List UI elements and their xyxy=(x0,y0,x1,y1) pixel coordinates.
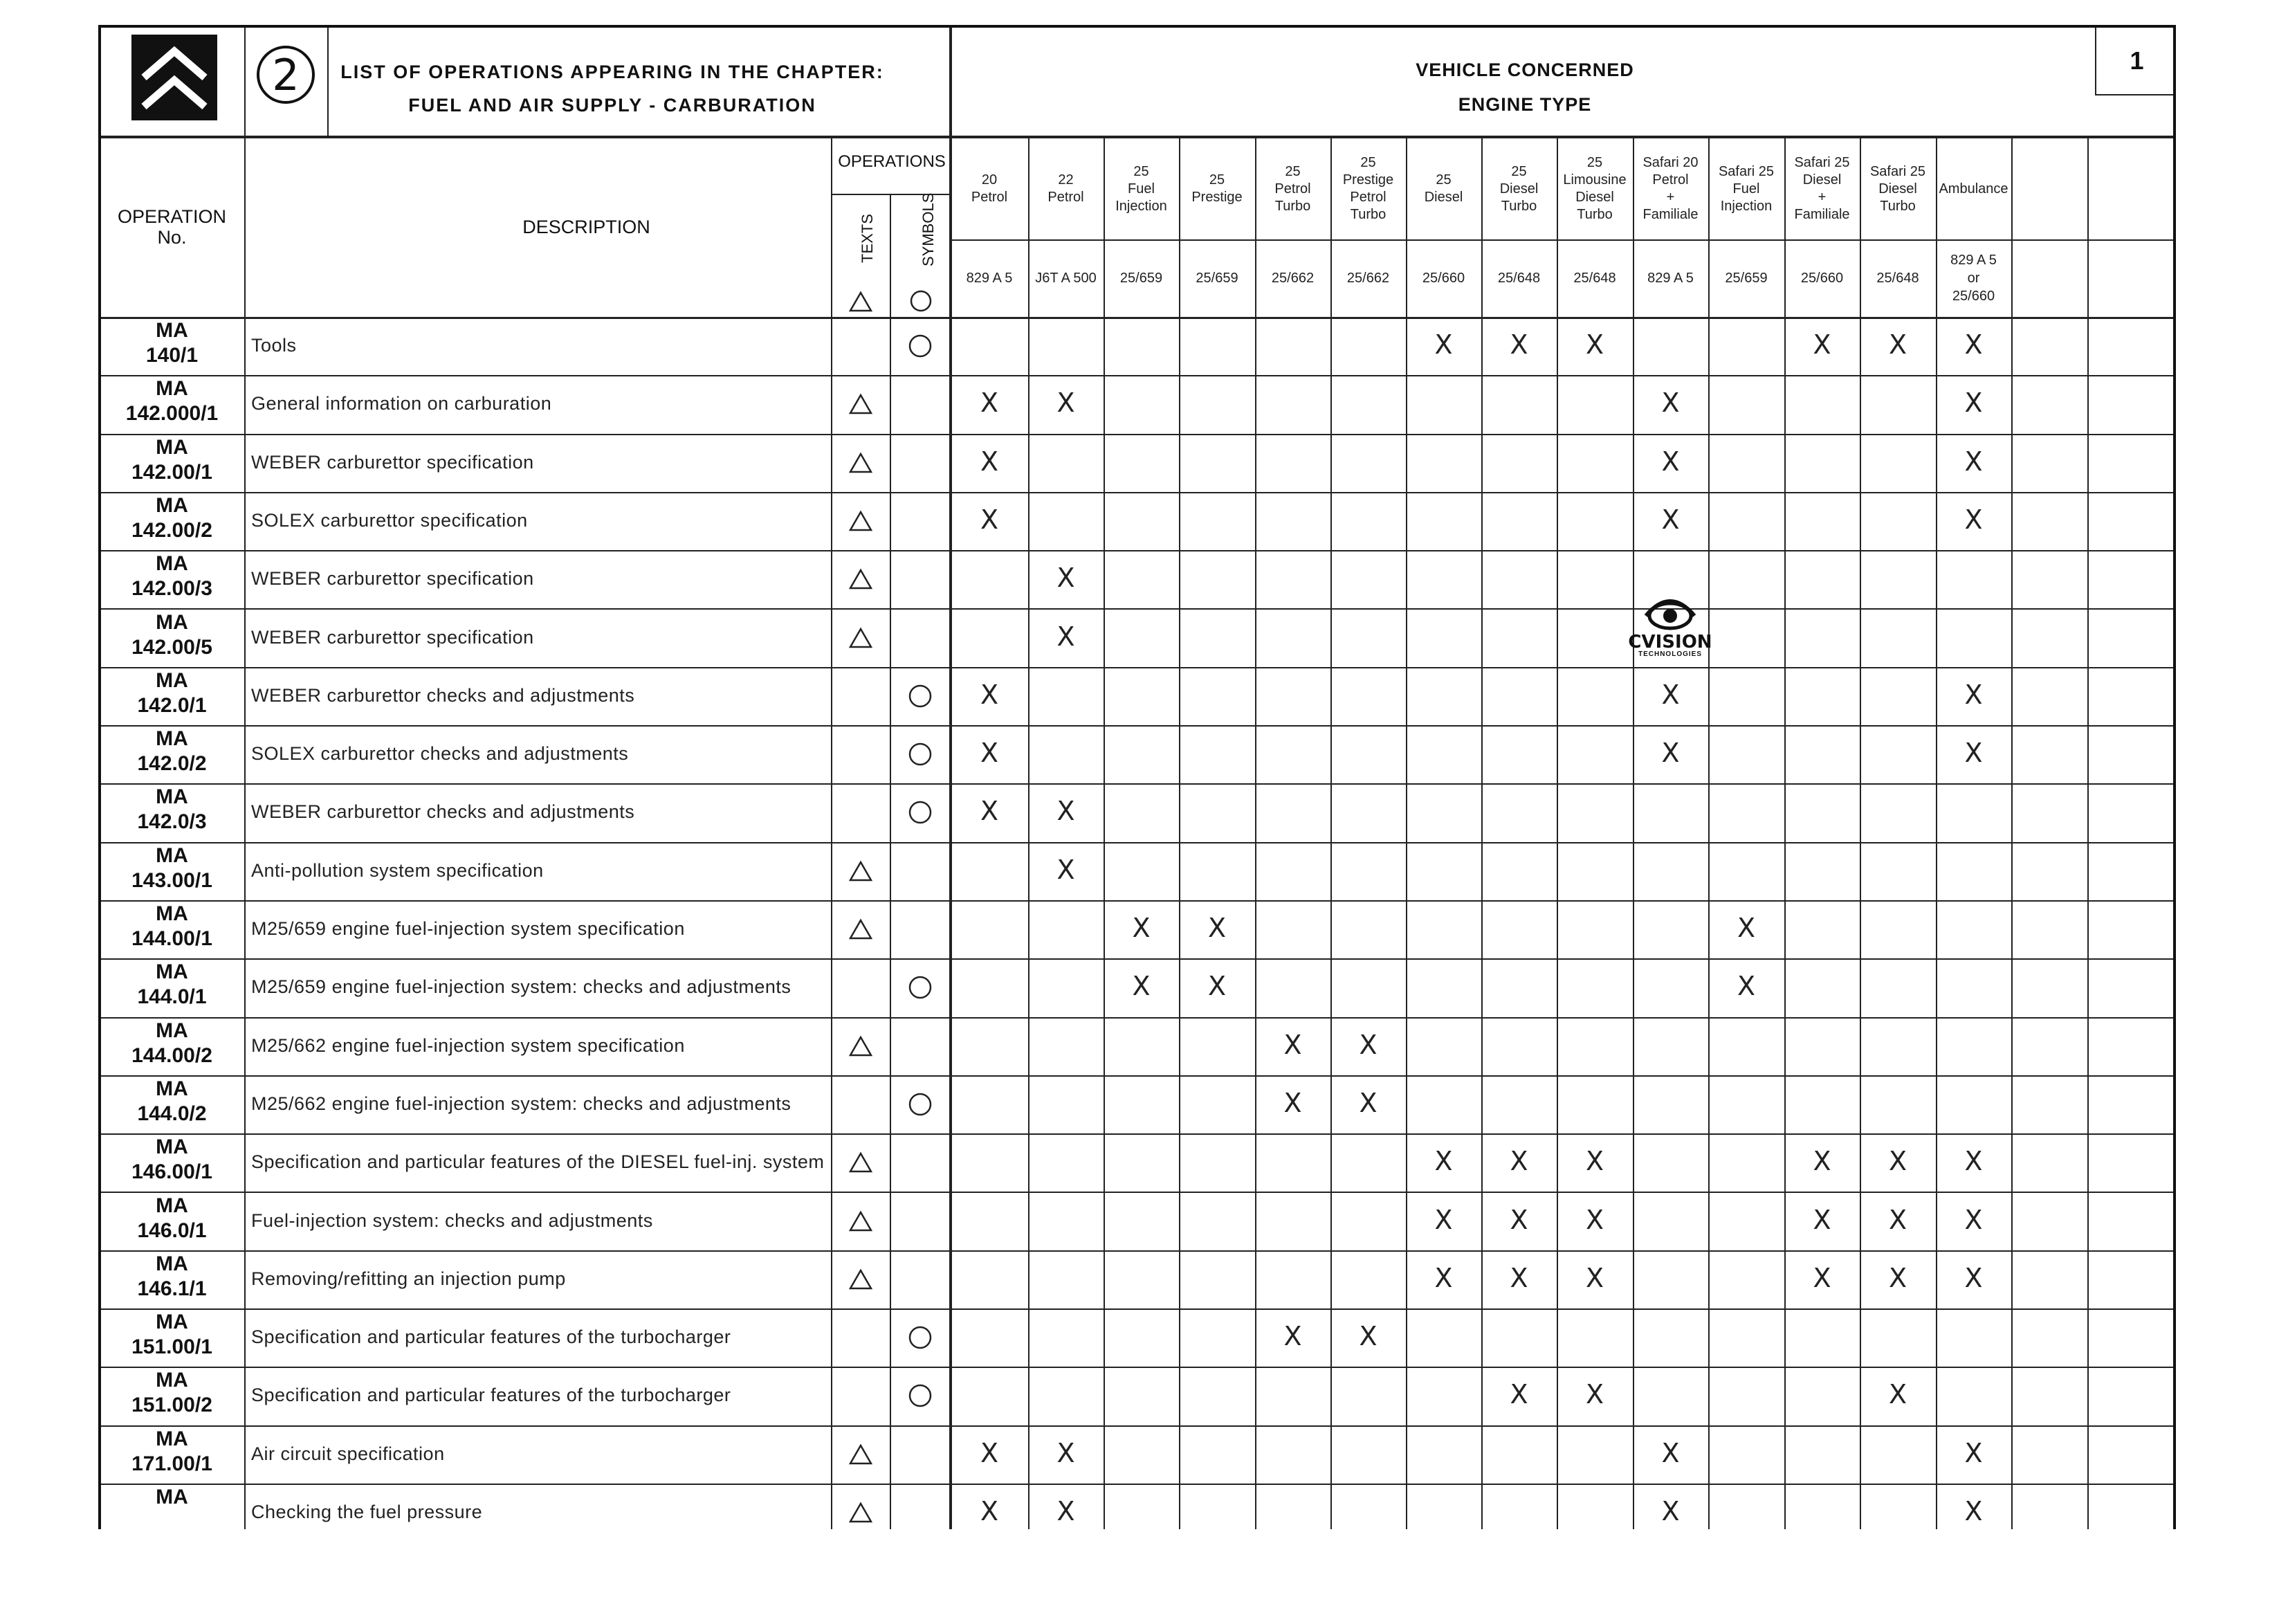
table-row xyxy=(101,1192,2176,1250)
engine-type: J6T A 500 xyxy=(1035,271,1097,286)
description-heading: DESCRIPTION xyxy=(522,216,650,237)
operation-code: 146.00/1 xyxy=(131,1160,212,1184)
operation-number xyxy=(101,376,243,426)
table-row xyxy=(101,1075,2176,1133)
applicability-mark: X xyxy=(1056,621,1075,652)
table-row xyxy=(101,317,2176,375)
vehicle-concerned-title: VEHICLE CONCERNED xyxy=(1416,60,1634,80)
applicability-mark: X xyxy=(1434,1262,1453,1293)
applicability-mark: X xyxy=(1056,387,1075,419)
applicability-mark: X xyxy=(1888,1379,1907,1410)
operation-number xyxy=(101,843,243,893)
operation-no-heading: OPERATION No. xyxy=(117,206,227,248)
operation-prefix: MA xyxy=(156,1135,188,1159)
operation-number xyxy=(101,435,243,485)
applicability-mark: X xyxy=(1737,913,1756,943)
symbols-heading: SYMBOLS xyxy=(919,192,937,266)
table-row xyxy=(101,842,2176,900)
operation-description: Specification and particular features of the turbocharger xyxy=(251,1326,731,1348)
applicability-mark: X xyxy=(1283,1087,1302,1118)
applicability-mark: X xyxy=(1888,329,1907,360)
texts-triangle-icon xyxy=(849,510,872,532)
operation-number xyxy=(101,960,243,1010)
operation-code: 142.0/3 xyxy=(137,810,207,834)
applicability-mark: X xyxy=(1359,1029,1378,1060)
operation-description: WEBER carburettor checks and adjustments xyxy=(251,684,635,706)
operation-description: SOLEX carburettor checks and adjustments xyxy=(251,743,629,765)
page-number-box xyxy=(2095,28,2176,95)
operation-number xyxy=(101,1194,243,1243)
texts-triangle-icon xyxy=(849,1210,872,1232)
applicability-mark: X xyxy=(1813,329,1831,360)
operation-prefix: MA xyxy=(156,727,188,751)
vehicle-name xyxy=(2087,138,2176,239)
eye-logo-icon xyxy=(1639,591,1701,634)
operation-description: M25/659 engine fuel-injection system specification xyxy=(251,918,685,939)
applicability-mark: X xyxy=(1585,1379,1604,1410)
texts-triangle-icon xyxy=(849,918,872,940)
operation-number xyxy=(101,1019,243,1068)
engine-type xyxy=(2087,239,2176,317)
chapter-number-badge xyxy=(257,46,315,104)
operation-description: WEBER carburettor specification xyxy=(251,568,534,590)
operation-description: Tools xyxy=(251,335,297,356)
operation-number xyxy=(101,727,243,776)
applicability-mark: X xyxy=(1056,1496,1075,1526)
applicability-mark: X xyxy=(980,1437,999,1468)
applicability-mark: X xyxy=(1585,1262,1604,1293)
symbols-circle-icon xyxy=(908,334,933,358)
table-row xyxy=(101,900,2176,958)
applicability-mark: X xyxy=(1434,329,1453,360)
operation-code: 142.00/3 xyxy=(131,577,212,601)
symbols-circle-icon xyxy=(908,684,933,709)
texts-triangle-icon xyxy=(849,627,872,649)
operations-heading-rule xyxy=(831,194,951,195)
engine-type-title: ENGINE TYPE xyxy=(1458,94,1592,115)
table-row xyxy=(101,1367,2176,1425)
applicability-mark: X xyxy=(1207,913,1227,943)
operation-code: 144.00/2 xyxy=(131,1043,212,1067)
texts-triangle-icon xyxy=(849,1443,872,1466)
operation-prefix: MA xyxy=(156,377,188,401)
engine-row-rule xyxy=(951,239,2176,241)
applicability-mark: X xyxy=(1283,1029,1302,1060)
operation-number xyxy=(101,1252,243,1302)
operation-number xyxy=(101,610,243,660)
operations-heading: OPERATIONS xyxy=(838,152,946,171)
watermark-line1: CVISION xyxy=(1628,632,1712,653)
vehicle-name: 25 Diesel xyxy=(1424,172,1463,205)
vehicle-name: 25 Limousine Diesel Turbo xyxy=(1563,155,1627,222)
texts-triangle-icon xyxy=(849,1151,872,1174)
operation-description: General information on carburation xyxy=(251,393,552,414)
operation-number xyxy=(101,1368,243,1418)
applicability-mark: X xyxy=(1359,1321,1378,1352)
operation-prefix: MA xyxy=(156,1427,188,1450)
operation-code: 140/1 xyxy=(145,344,199,367)
applicability-mark: X xyxy=(1661,387,1680,419)
engine-type: 25/648 xyxy=(1497,271,1541,286)
operation-prefix: MA xyxy=(156,610,188,634)
operation-number xyxy=(101,1135,243,1185)
engine-type: 25/662 xyxy=(1271,271,1315,286)
applicability-mark: X xyxy=(1585,1146,1604,1177)
operation-description: Fuel-injection system: checks and adjustments xyxy=(251,1210,653,1231)
applicability-mark: X xyxy=(980,504,999,535)
page-number: 1 xyxy=(2130,46,2144,75)
applicability-mark: X xyxy=(1661,738,1680,769)
operation-code: 142.000/1 xyxy=(125,402,219,426)
applicability-mark: X xyxy=(980,796,999,827)
vehicle-name: Safari 25 Diesel + Familiale xyxy=(1794,155,1850,222)
operation-description: WEBER carburettor checks and adjustments xyxy=(251,801,635,823)
applicability-mark: X xyxy=(980,679,999,710)
chapter-number-box xyxy=(246,28,329,136)
operation-code: 143.00/1 xyxy=(131,868,212,892)
applicability-mark: X xyxy=(1510,329,1528,360)
operation-prefix: MA xyxy=(156,902,188,925)
operation-prefix: MA xyxy=(156,785,188,809)
operation-number xyxy=(101,1310,243,1360)
operation-prefix: MA xyxy=(156,493,188,517)
applicability-mark: X xyxy=(1661,679,1680,710)
chapter-title-line1: LIST OF OPERATIONS APPEARING IN THE CHAPTER: xyxy=(340,62,884,82)
texts-triangle-icon xyxy=(849,393,872,415)
operation-description: M25/662 engine fuel-injection system specification xyxy=(251,1034,685,1056)
operation-code: 144.00/1 xyxy=(131,927,212,950)
engine-type: 25/659 xyxy=(1119,271,1163,286)
operation-number xyxy=(101,785,243,834)
operation-number xyxy=(101,318,243,368)
table-row xyxy=(101,492,2176,550)
operation-description: WEBER carburettor specification xyxy=(251,451,534,473)
applicability-mark: X xyxy=(1585,1204,1604,1235)
vehicle-name: 25 Prestige xyxy=(1191,172,1243,205)
vehicle-name: 25 Fuel Injection xyxy=(1115,163,1167,214)
operation-description: Specification and particular features of the turbocharger xyxy=(251,1385,731,1406)
applicability-mark: X xyxy=(1585,329,1604,360)
symbols-circle-icon xyxy=(908,975,933,1000)
operation-code: 142.0/1 xyxy=(137,693,207,717)
operation-prefix: MA xyxy=(156,435,188,459)
applicability-mark: X xyxy=(1661,446,1680,477)
operations-list-document xyxy=(98,25,2176,1529)
applicability-mark: X xyxy=(1964,387,1983,419)
table-row xyxy=(101,609,2176,667)
operation-code: 142.00/5 xyxy=(131,635,212,659)
table-row xyxy=(101,667,2176,725)
texts-heading: TEXTS xyxy=(859,214,876,263)
applicability-mark: X xyxy=(1964,504,1983,535)
table-row xyxy=(101,958,2176,1016)
table-row xyxy=(101,783,2176,841)
table-row xyxy=(101,1425,2176,1484)
engine-type: 25/662 xyxy=(1346,271,1390,286)
applicability-mark: X xyxy=(1056,796,1075,827)
engine-type: 829 A 5 or 25/660 xyxy=(1950,253,1997,304)
operation-description: M25/659 engine fuel-injection system: checks and adjustments xyxy=(251,976,791,998)
engine-type: 25/648 xyxy=(1876,271,1919,286)
symbols-circle-icon xyxy=(908,1383,933,1408)
applicability-mark: X xyxy=(1434,1146,1453,1177)
applicability-mark: X xyxy=(1888,1146,1907,1177)
operation-prefix: MA xyxy=(156,1194,188,1217)
operation-description: Specification and particular features of the DIESEL fuel-inj. system xyxy=(251,1151,825,1173)
applicability-mark: X xyxy=(980,738,999,769)
operation-description: Checking the fuel pressure xyxy=(251,1502,483,1522)
table-row xyxy=(101,1308,2176,1367)
symbols-circle-icon xyxy=(908,800,933,825)
applicability-mark: X xyxy=(1964,1262,1983,1293)
operation-prefix: MA xyxy=(156,1252,188,1275)
applicability-mark: X xyxy=(1964,1496,1983,1526)
engine-type: 25/659 xyxy=(1725,271,1768,286)
applicability-mark: X xyxy=(1888,1262,1907,1293)
operation-code: 142.00/2 xyxy=(131,518,212,542)
chapter-title xyxy=(329,55,896,122)
symbols-circle-icon xyxy=(908,1325,933,1350)
table-row xyxy=(101,1250,2176,1308)
engine-type: 829 A 5 xyxy=(966,271,1013,286)
vehicle-name xyxy=(2011,138,2087,239)
operation-number xyxy=(101,1427,243,1477)
table-row xyxy=(101,1133,2176,1192)
vehicle-name: 25 Prestige Petrol Turbo xyxy=(1342,155,1394,222)
operation-prefix: MA xyxy=(156,552,188,576)
operation-prefix: MA xyxy=(156,960,188,984)
applicability-mark: X xyxy=(1510,1262,1528,1293)
operation-number xyxy=(101,668,243,718)
applicability-mark: X xyxy=(1510,1146,1528,1177)
engine-type: 25/660 xyxy=(1800,271,1844,286)
applicability-mark: X xyxy=(1661,504,1680,535)
operation-description: Removing/refitting an injection pump xyxy=(251,1268,566,1289)
vehicle-name: Safari 25 Fuel Injection xyxy=(1718,163,1775,214)
applicability-mark: X xyxy=(1964,446,1983,477)
citroen-logo-icon xyxy=(131,35,217,120)
vehicle-name: 25 Diesel Turbo xyxy=(1499,163,1539,214)
operation-description: Air circuit specification xyxy=(251,1443,445,1464)
vehicle-name: 22 Petrol xyxy=(1047,172,1084,205)
vehicle-name: 25 Petrol Turbo xyxy=(1274,163,1311,214)
applicability-mark: X xyxy=(1207,971,1227,1002)
applicability-mark: X xyxy=(1056,1437,1075,1468)
operation-code: 146.1/1 xyxy=(137,1277,207,1300)
applicability-mark: X xyxy=(1964,329,1983,360)
vehicle-name: Ambulance xyxy=(1939,181,2008,197)
symbols-heading-circle-icon xyxy=(909,289,933,313)
applicability-mark: X xyxy=(1964,679,1983,710)
table-row xyxy=(101,434,2176,492)
applicability-mark: X xyxy=(1813,1262,1831,1293)
operation-prefix: MA xyxy=(156,843,188,867)
applicability-mark: X xyxy=(1964,1437,1983,1468)
logo-box xyxy=(101,28,246,136)
applicability-mark: X xyxy=(1813,1146,1831,1177)
texts-triangle-icon xyxy=(849,1502,872,1524)
table-row xyxy=(101,1017,2176,1075)
operation-code: 144.0/1 xyxy=(137,985,207,1009)
operation-number xyxy=(101,493,243,543)
engine-type xyxy=(2011,239,2087,317)
applicability-mark: X xyxy=(1132,913,1151,943)
operation-description: WEBER carburettor specification xyxy=(251,626,534,648)
operation-description: M25/662 engine fuel-injection system: checks and adjustments xyxy=(251,1093,791,1114)
texts-triangle-icon xyxy=(849,860,872,882)
applicability-mark: X xyxy=(1132,971,1151,1002)
applicability-mark: X xyxy=(1283,1321,1302,1352)
operation-code: 142.00/1 xyxy=(131,460,212,484)
applicability-mark: X xyxy=(1056,854,1075,885)
operation-prefix: MA xyxy=(156,668,188,692)
applicability-mark: X xyxy=(1964,738,1983,769)
operation-prefix: MA xyxy=(156,1486,188,1508)
table-row xyxy=(101,550,2176,608)
table-row xyxy=(101,375,2176,433)
operation-prefix: MA xyxy=(156,319,188,342)
operation-prefix: MA xyxy=(156,1311,188,1334)
applicability-mark: X xyxy=(1813,1204,1831,1235)
vehicle-name: Safari 25 Diesel Turbo xyxy=(1869,163,1926,214)
applicability-mark: X xyxy=(1737,971,1756,1002)
engine-type: 25/648 xyxy=(1573,271,1616,286)
applicability-mark: X xyxy=(1661,1437,1680,1468)
watermark-line2: TECHNOLOGIES xyxy=(1638,650,1702,658)
cvision-watermark xyxy=(1625,591,1715,659)
texts-heading-triangle-icon xyxy=(849,291,872,313)
operation-code: 146.0/1 xyxy=(137,1219,207,1242)
operation-number xyxy=(101,902,243,951)
applicability-mark: X xyxy=(1964,1146,1983,1177)
texts-triangle-icon xyxy=(849,1035,872,1057)
applicability-mark: X xyxy=(980,446,999,477)
operation-code: 151.00/1 xyxy=(131,1335,212,1359)
applicability-mark: X xyxy=(1510,1204,1528,1235)
operation-prefix: MA xyxy=(156,1369,188,1392)
symbols-circle-icon xyxy=(908,742,933,767)
vehicle-engine-heading xyxy=(951,53,2099,122)
applicability-mark: X xyxy=(1510,1379,1528,1410)
operation-code: 144.0/2 xyxy=(137,1102,207,1125)
chapter-title-line2: FUEL AND AIR SUPPLY - CARBURATION xyxy=(408,95,816,116)
texts-triangle-icon xyxy=(849,1268,872,1290)
vehicle-name: 20 Petrol xyxy=(971,172,1008,205)
applicability-mark: X xyxy=(1359,1087,1378,1118)
table-row xyxy=(101,1484,2176,1529)
applicability-mark: X xyxy=(980,1496,999,1526)
operation-number xyxy=(101,1077,243,1126)
applicability-mark: X xyxy=(1434,1204,1453,1235)
table-row xyxy=(101,725,2176,783)
applicability-mark: X xyxy=(1888,1204,1907,1235)
operation-prefix: MA xyxy=(156,1019,188,1042)
operation-description: Anti-pollution system specification xyxy=(251,859,544,881)
operation-number xyxy=(101,1485,243,1510)
operation-code: 151.00/2 xyxy=(131,1394,212,1417)
applicability-mark: X xyxy=(980,387,999,419)
applicability-mark: X xyxy=(1964,1204,1983,1235)
engine-type: 25/660 xyxy=(1422,271,1465,286)
operation-code: 171.00/1 xyxy=(131,1452,212,1475)
operation-prefix: MA xyxy=(156,1077,188,1100)
chapter-number: 2 xyxy=(272,49,300,100)
texts-triangle-icon xyxy=(849,568,872,590)
operation-code: 142.0/2 xyxy=(137,752,207,776)
operation-number xyxy=(101,551,243,601)
symbols-circle-icon xyxy=(908,1092,933,1117)
applicability-mark: X xyxy=(1056,563,1075,594)
engine-type: 829 A 5 xyxy=(1647,271,1694,286)
engine-type: 25/659 xyxy=(1196,271,1238,286)
vehicle-name: Safari 20 Petrol + Familiale xyxy=(1642,155,1699,222)
texts-triangle-icon xyxy=(849,452,872,474)
applicability-mark: X xyxy=(1661,1496,1680,1526)
operation-description: SOLEX carburettor specification xyxy=(251,509,528,531)
